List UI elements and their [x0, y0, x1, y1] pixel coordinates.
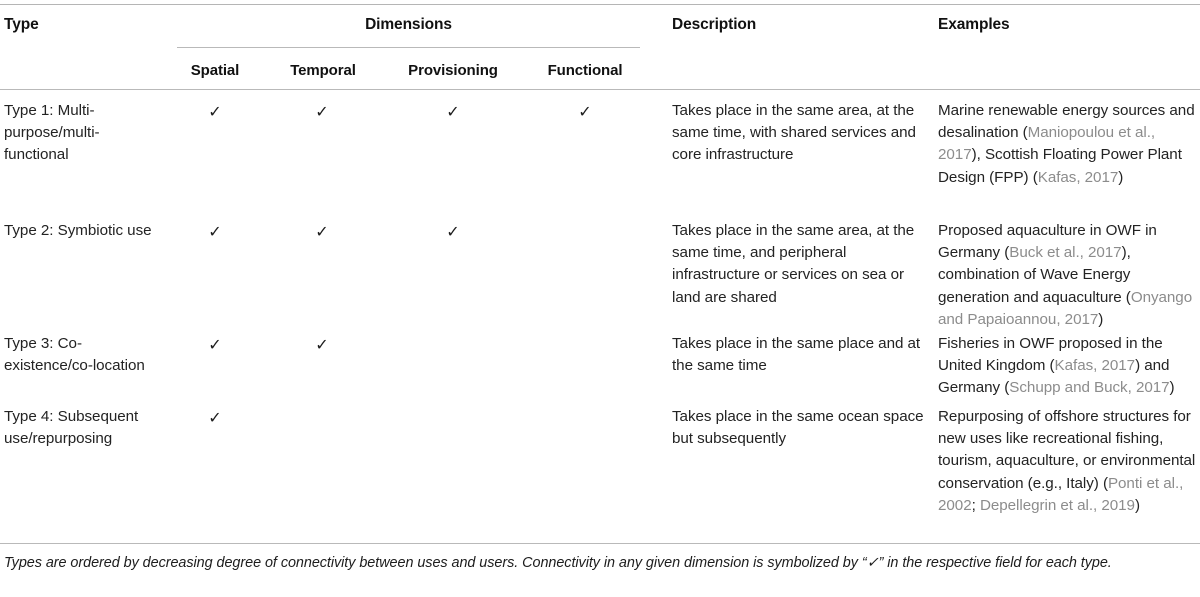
examples-text: ), combination of Wave Energy generation and aquaculture ( — [938, 244, 1131, 306]
dimensions-span-rule — [177, 47, 640, 48]
citation-link[interactable]: Schupp and Buck, 2017 — [1009, 379, 1170, 397]
examples-text: Proposed aquaculture in OWF in Germany ( — [938, 222, 1157, 262]
examples-text: ), Scottish Floating Power Plant Design (FPP) ( — [938, 146, 1182, 186]
examples-text: ) — [1134, 496, 1140, 514]
check-icon-provisioning: ✓ — [446, 104, 460, 121]
cell-description: Takes place in the same area, at the same time, and peripheral infrastructure or services on sea or land are shared — [672, 222, 915, 306]
check-icon-functional: ✓ — [578, 104, 592, 121]
table-bottom-rule — [0, 543, 1200, 544]
column-header-functional: Functional — [547, 62, 623, 79]
check-icon-temporal: ✓ — [315, 224, 329, 241]
check-icon-temporal: ✓ — [315, 337, 329, 354]
examples-text: ) — [1118, 168, 1124, 186]
header-bottom-rule — [0, 89, 1200, 90]
column-header-type: Type — [4, 16, 39, 33]
column-header-spatial: Spatial — [190, 62, 240, 79]
check-icon-spatial: ✓ — [208, 337, 222, 354]
examples-text: ; — [971, 496, 980, 514]
citation-link[interactable]: Depellegrin et al., 2019 — [979, 496, 1135, 514]
cell-examples — [938, 406, 1196, 517]
cell-type: Type 3: Co-existence/co-location — [4, 335, 145, 375]
check-icon-spatial: ✓ — [208, 224, 222, 241]
column-header-dimensions: Dimensions — [365, 16, 452, 33]
citation-link[interactable]: Kafas, 2017 — [1037, 168, 1119, 186]
citation-link[interactable]: Maniopoulou et al., 2017 — [938, 124, 1156, 164]
cell-examples — [938, 100, 1196, 189]
cell-type: Type 4: Subsequent use/repurposing — [4, 408, 139, 448]
table-top-rule — [0, 4, 1200, 5]
cell-description: Takes place in the same area, at the same time, with shared services and core infrastructure — [672, 102, 916, 164]
citation-link[interactable]: Ponti et al., 2002 — [938, 474, 1184, 514]
cell-description: Takes place in the same ocean space but subsequently — [672, 408, 924, 448]
cell-examples — [938, 220, 1196, 331]
citation-link[interactable]: Kafas, 2017 — [1054, 357, 1136, 375]
check-icon-temporal: ✓ — [315, 104, 329, 121]
examples-text: Fisheries in OWF proposed in the United Kingdom ( — [938, 335, 1163, 375]
examples-text: Repurposing of offshore structures for new uses like recreational fishing, tourism, aquaculture, or environmental conservation (e.g., Italy) ( — [938, 408, 1196, 492]
column-header-examples: Examples — [938, 16, 1010, 33]
examples-text: ) — [1169, 379, 1175, 397]
citation-link[interactable]: Onyango and Papaioannou, 2017 — [938, 288, 1193, 328]
column-header-provisioning: Provisioning — [408, 62, 498, 79]
column-header-temporal: Temporal — [290, 62, 356, 79]
column-header-description: Description — [672, 16, 757, 33]
cell-type: Type 2: Symbiotic use — [4, 222, 152, 239]
examples-text: ) and Germany ( — [938, 357, 1170, 397]
cell-examples — [938, 333, 1196, 400]
cell-type: Type 1: Multi-purpose/multi-functional — [4, 102, 100, 164]
check-icon-spatial: ✓ — [208, 410, 222, 427]
citation-link[interactable]: Buck et al., 2017 — [1009, 244, 1122, 262]
check-icon-provisioning: ✓ — [446, 224, 460, 241]
examples-text: Marine renewable energy sources and desalination ( — [938, 102, 1195, 142]
cell-description: Takes place in the same place and at the same time — [672, 335, 921, 375]
examples-text: ) — [1098, 310, 1104, 328]
check-icon-spatial: ✓ — [208, 104, 222, 121]
table-caption: Types are ordered by decreasing degree of connectivity between uses and users. Connectivity in any given dimension is symbolized by “✓” in the respective field for each type. — [4, 555, 1112, 571]
